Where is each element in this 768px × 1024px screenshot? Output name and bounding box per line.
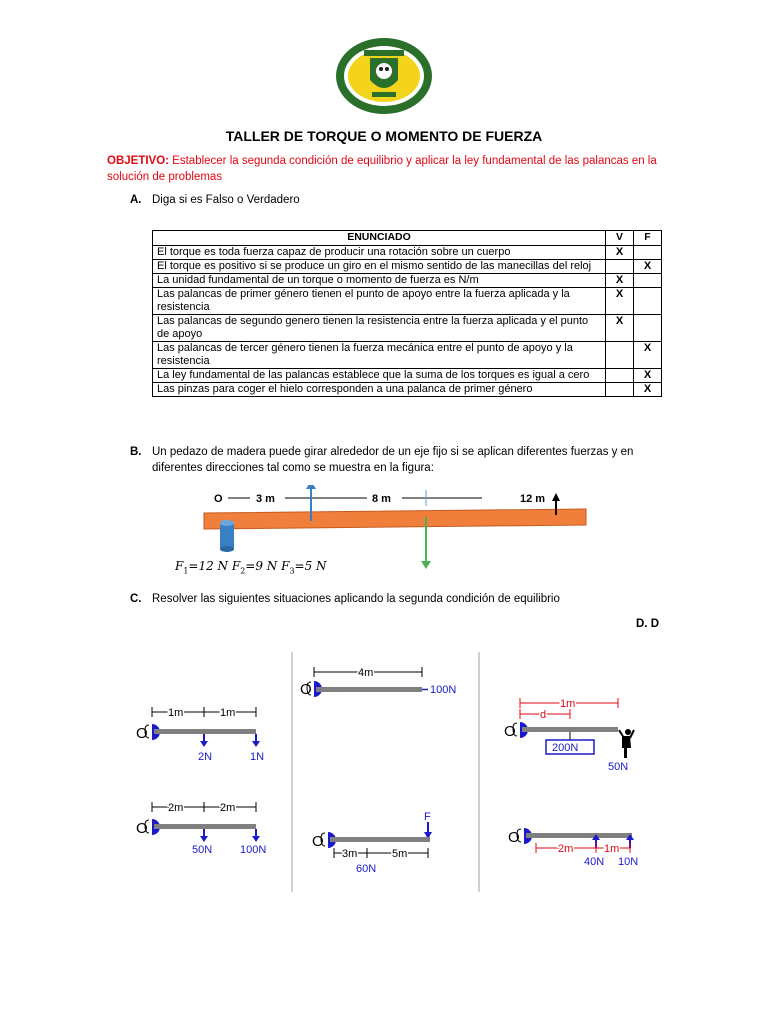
section-c-label: C.: [130, 593, 142, 605]
lever-figure-4: [310, 808, 440, 878]
true-mark: X: [606, 274, 634, 288]
table-header-row: [153, 231, 662, 246]
statement-cell: La ley fundamental de las palancas establece que la suma de los torques es igual a cero: [153, 369, 606, 383]
f2-symbol: F: [231, 559, 241, 573]
table-row: [153, 369, 662, 383]
section-c-text: Resolver las siguientes situaciones aplicando la segunda condición de equilibrio: [152, 593, 560, 605]
person-pulling-icon: [619, 729, 634, 758]
divider-right: [478, 652, 480, 892]
fig1-force-1: 2N: [198, 751, 213, 763]
true-mark: [606, 369, 634, 383]
fig2-dist-2: 2m: [220, 802, 236, 814]
table-row: [153, 342, 662, 369]
objective-text: Establecer la segunda condición de equilibrio y aplicar la ley fundamental de las palancas en la solución de problemas: [107, 155, 657, 183]
fig6-origin: O: [508, 829, 520, 846]
false-mark: X: [634, 383, 662, 397]
lever-figure-1: [134, 700, 274, 766]
false-mark: X: [634, 369, 662, 383]
fig2-dist-1: 2m: [168, 802, 184, 814]
f2-subscript: 2: [240, 566, 246, 576]
fig3-origin: O: [300, 681, 312, 698]
pivot-cylinder: [220, 520, 234, 552]
f3-value: =5 N: [294, 559, 327, 573]
header-f: F: [634, 231, 662, 246]
statement-cell: Las palancas de tercer género tienen la fuerza mecánica entre el punto de apoyo y la resistencia: [153, 342, 606, 369]
fig5-dist-2: d: [540, 709, 547, 721]
school-logo: [334, 36, 434, 116]
fig6-force-2: 10N: [618, 856, 639, 868]
f1-subscript: 1: [183, 566, 189, 576]
statement-cell: Las pinzas para coger el hielo corresponden a una palanca de primer género: [153, 383, 606, 397]
false-mark: [634, 288, 662, 315]
false-mark: [634, 315, 662, 342]
objective: [107, 153, 667, 185]
beam-dist-3m: 3 m: [256, 493, 275, 505]
statement-cell: Las palancas de primer género tienen el punto de apoyo entre la fuerza aplicada y la resistencia: [153, 288, 606, 315]
false-mark: [634, 274, 662, 288]
true-mark: X: [606, 288, 634, 315]
lever-figure-3: [300, 662, 470, 702]
fig6-dist-2: 1m: [604, 843, 620, 855]
table-row: [153, 274, 662, 288]
header-enunciado: ENUNCIADO: [153, 231, 606, 246]
fig5-force-1: 50N: [608, 761, 629, 773]
f1-symbol: F: [175, 559, 184, 573]
beam-origin-label: O: [214, 493, 223, 505]
fig4-force-2: F: [424, 811, 431, 823]
fig1-dist-1: 1m: [168, 707, 184, 719]
section-a-text: Diga si es Falso o Verdadero: [152, 194, 300, 206]
corner-note: D. D: [636, 618, 659, 630]
fig3-force-1: 100N: [430, 684, 457, 696]
objective-label: OBJETIVO:: [107, 155, 169, 167]
f1-value: =12 N: [188, 559, 232, 573]
table-row: [153, 246, 662, 260]
table-row: [153, 288, 662, 315]
fig3-dist-1: 4m: [358, 667, 374, 679]
fig2-force-1: 50N: [192, 844, 213, 856]
beam-dist-8m: 8 m: [372, 493, 391, 505]
true-mark: [606, 383, 634, 397]
fig6-force-1: 40N: [584, 856, 605, 868]
page-title: TALLER DE TORQUE O MOMENTO DE FUERZA: [225, 128, 543, 144]
fig1-force-2: 1N: [250, 751, 265, 763]
false-mark: [634, 246, 662, 260]
header-v: V: [606, 231, 634, 246]
true-false-table: [152, 230, 662, 397]
true-mark: [606, 342, 634, 369]
true-mark: X: [606, 246, 634, 260]
lever-figure-2: [134, 795, 274, 861]
section-b-text: Un pedazo de madera puede girar alrededor de un eje fijo si se aplican diferentes fuerzas y en diferentes direcciones tal como se muestra en la figura:: [152, 446, 634, 474]
false-mark: X: [634, 260, 662, 274]
f3-symbol: F: [281, 559, 290, 573]
statement-cell: Las palancas de segundo genero tienen la resistencia entre la fuerza aplicada y el punto de apoyo: [153, 315, 606, 342]
statement-cell: El torque es toda fuerza capaz de producir una rotación sobre un cuerpo: [153, 246, 606, 260]
lever-figure-5: [500, 692, 650, 774]
f2-value: =9 N: [245, 559, 282, 573]
true-mark: X: [606, 315, 634, 342]
fig5-dist-1: 1m: [560, 698, 576, 710]
section-a-label: A.: [130, 194, 142, 206]
section-b-heading: [130, 444, 670, 476]
wooden-beam: [204, 509, 586, 529]
force-values: [175, 559, 327, 575]
fig2-force-2: 100N: [240, 844, 267, 856]
fig5-load: 200N: [552, 742, 579, 754]
true-mark: [606, 260, 634, 274]
table-row: [153, 383, 662, 397]
f3-subscript: 3: [289, 566, 295, 576]
fig4-origin: O: [312, 833, 324, 850]
statement-cell: El torque es positivo si se produce un giro en el mismo sentido de las manecillas del reloj: [153, 260, 606, 274]
fig5-origin: O: [504, 723, 516, 740]
lever-figure-6: [506, 822, 646, 872]
section-b-label: B.: [130, 446, 142, 458]
fig6-dist-1: 2m: [558, 843, 574, 855]
statement-cell: La unidad fundamental de un torque o momento de fuerza es N/m: [153, 274, 606, 288]
fig1-origin: O: [136, 725, 148, 742]
fig1-dist-2: 1m: [220, 707, 236, 719]
fig4-dist-2: 5m: [392, 848, 408, 860]
fig4-dist-1: 3m: [342, 848, 358, 860]
false-mark: X: [634, 342, 662, 369]
divider-left: [291, 652, 293, 892]
fig2-origin: O: [136, 820, 148, 837]
fig4-force-1: 60N: [356, 863, 377, 875]
table-row: [153, 260, 662, 274]
beam-dist-12m: 12 m: [520, 493, 546, 505]
table-row: [153, 315, 662, 342]
